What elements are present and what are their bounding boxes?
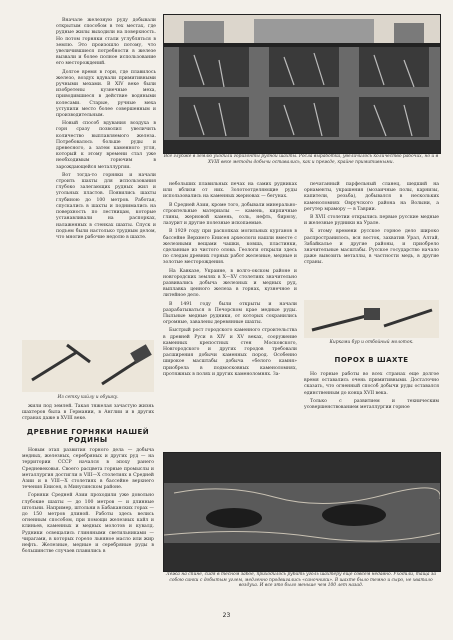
- caption-top: Все глубже в землю уходили горизонты рудной шахты. Росла выработка, увеличилось количество рабочих, но и в XVIII веке методы добычи оставались, как и прежде, крайне примитивными.: [163, 154, 439, 165]
- left-column-2: [22, 404, 154, 425]
- section2-paragraph: Только с развитием и техническим усовершенствованием металлургии горное: [304, 398, 439, 411]
- left-paragraph: Новый способ вдувания воздуха в горн сразу позволил увеличить количество выплавляемого железа. Потребовалось больше руды и древесного, а затем каменного угля, который к этому времени стал уже необходимым горючим в зарождающейся металлургии.: [56, 121, 156, 170]
- middle-paragraph: На Кавказе, Украине, в волго-окском районе и новгородских землях в X—XV столетиях значительно развивались добыча железных и медных руд, выплавка ценного железа в горнах, кузнечное и литейное дело.: [163, 268, 297, 299]
- section2-body: [304, 372, 439, 413]
- middle-paragraph: небольших плавильных печах на самих рудниках или вблизи от них. Золотоотделяющие руды использовались на каменных жерновах — бегунах.: [163, 182, 297, 200]
- middle-paragraph: Быстрый рост городского каменного строительства в древней Руси в XIV и XV веках, сооружение каменных крепостных стен Московского, Новгородского и других городов требовали расширения добычи каменных пород. Особенно широкое масштабы добыча «белого камня» приобрела в подмосковных каменоломнях, протяжных в полях и других каменоломнях. За-: [163, 328, 297, 377]
- middle-column: [163, 182, 297, 380]
- drill-illustration: [304, 300, 439, 338]
- section2-paragraph: Но горные работы во всех странах еще долгое время оставались очень примитивными. Достаточно сказать, что огненный способ добычи руды оставался единственным до конца XVII века.: [304, 372, 439, 396]
- page-number: 23: [222, 612, 231, 619]
- section1-title: ДРЕВНИЕ ГОРНЯКИ НАШЕЙ РОДИНЫ: [26, 428, 150, 444]
- right-paragraph: печатанный парфельный сланец, шедший на орнаменты, украшения (мозаичные полы, карнизы, капители, резьба), добывался в нескольких каменоломнях Овручского района на Волыни, а регутер мрамору — в Таврии.: [304, 182, 439, 212]
- mine-shaft-illustration: [163, 14, 441, 154]
- right-paragraph: В XVII столетии открылись первые русские медные и железные рудники на Урале.: [304, 215, 439, 227]
- tools-illustration: [22, 340, 154, 392]
- left-paragraph: Вначале железную руду добывали открытым способом в тех местах, где рудные жилы выходили на поверхность. Но потом горняки стали углубляться в землю. Это произошло потому, что увеличившиеся потребности в железе вызвали и более полное использование его месторождений.: [56, 18, 156, 67]
- left-paragraph: Долгое время в горн, где плавилось железо, воздух вдували примитивными ручными мехами. В XIV веке были изобретены кузнечные меха, приводившиеся в действие водяными колесами. Старые, ручные меха уступили место более совершенным и производительным.: [56, 69, 156, 119]
- middle-paragraph: В Средней Азии, кроме того, добывали минерально-строительные материалы — камень, кирпичные глины, жерновой камень, соль, нефть, бирюзу, лазурит и другие полезные ископаемые.: [163, 202, 297, 227]
- middle-paragraph: В 1929 году при раскопках могильных курганов в бассейне Верхнего Енисея археологи нашли вместе с железными вещами чашки, ковша, пластинки, сделанные из чистого олова. Геологи открыли здесь по следам древних горных работ железные, медные и золотые месторождения.: [163, 229, 297, 266]
- right-paragraph: К этому времени русское горное дело широко распространилось, вся восток, захватив Урал, Алтай, Забайкалье и другие районы, и приобрело значительные масштабы. Русское государство начало даже вывозить металлы, в частности медь, в другие страны.: [304, 229, 439, 266]
- miners-illustration: [163, 452, 441, 572]
- left-paragraph: жили под землей. Такая тяжелая зачастую жизнь шахтеров была в Германии, в Англии и в других странах даже в XVIII веке.: [22, 404, 154, 422]
- caption-right: Кирками бур и отбойный молоток.: [329, 340, 414, 345]
- left-paragraph: Вот тогда-то горняки и начали строить шахты для использования глубоко залегающих рудных жил и угольных пластов. Появились шахты глубиною до 100 метров. Работая, спускались в шахты и поднимались на поверхность по лестницам, которые устанавливали на распорках, налаженных в стенках шахты. Спуск и подъем были настолько трудным делом, что многие рабочие недолю в шахте.: [56, 172, 156, 240]
- section1-body: [22, 448, 154, 557]
- section1-paragraph: Горняки Средней Азии проходили уже довольно глубокие шахты — до 100 метров — и длинные штольни. Например, штольни в Бабаканских горах — до 150 метров длиной. Работы здесь велись огненным способом, при помощи железных кайл и клиньев, каменных и медных молотов и кувалд. Рудники освещались глиняными светильниками — чирагами, в которых горело льняное масло или жир нефть. Железные, медные и серебряные руды в большинстве случаев плавились в: [22, 493, 154, 555]
- middle-paragraph: В 1491 году были открыты и начали разрабатываться в Печорском крае медные руды. Пыльные медные рудники, от которых сохранились огромные, завалены деревянные шахты.: [163, 301, 297, 326]
- right-column: [304, 182, 439, 269]
- section2-title: ПОРОХ В ШАХТЕ: [334, 356, 409, 364]
- left-column: [56, 18, 156, 243]
- section1-paragraph: Новым этап развития горного дела — добыча медных, железных, серебряных и других руд — на территории СССР начался в эпоху ранего Средневековья. Своего расцвета горные промыслы и металлургия достигли в VIII—Х столетиях в Средней Азии и в VIII—X столетиях в бассейне верхнего течения Енисея, в Минусинском районе.: [22, 448, 154, 491]
- caption-left: Из сетку кайлу и обушку.: [57, 395, 119, 400]
- caption-bottom: Лежа на спине, сидя в тесном забое, приходилось рубить уголь шахтеру еще совсем недавно. Уходили, таща за собою санки с добытым углем, медленно продвигались «саночники». В шахте было темно и сыро, не хватало воздуха. И все это было меньше чем 100 лет назад.: [166, 572, 436, 589]
